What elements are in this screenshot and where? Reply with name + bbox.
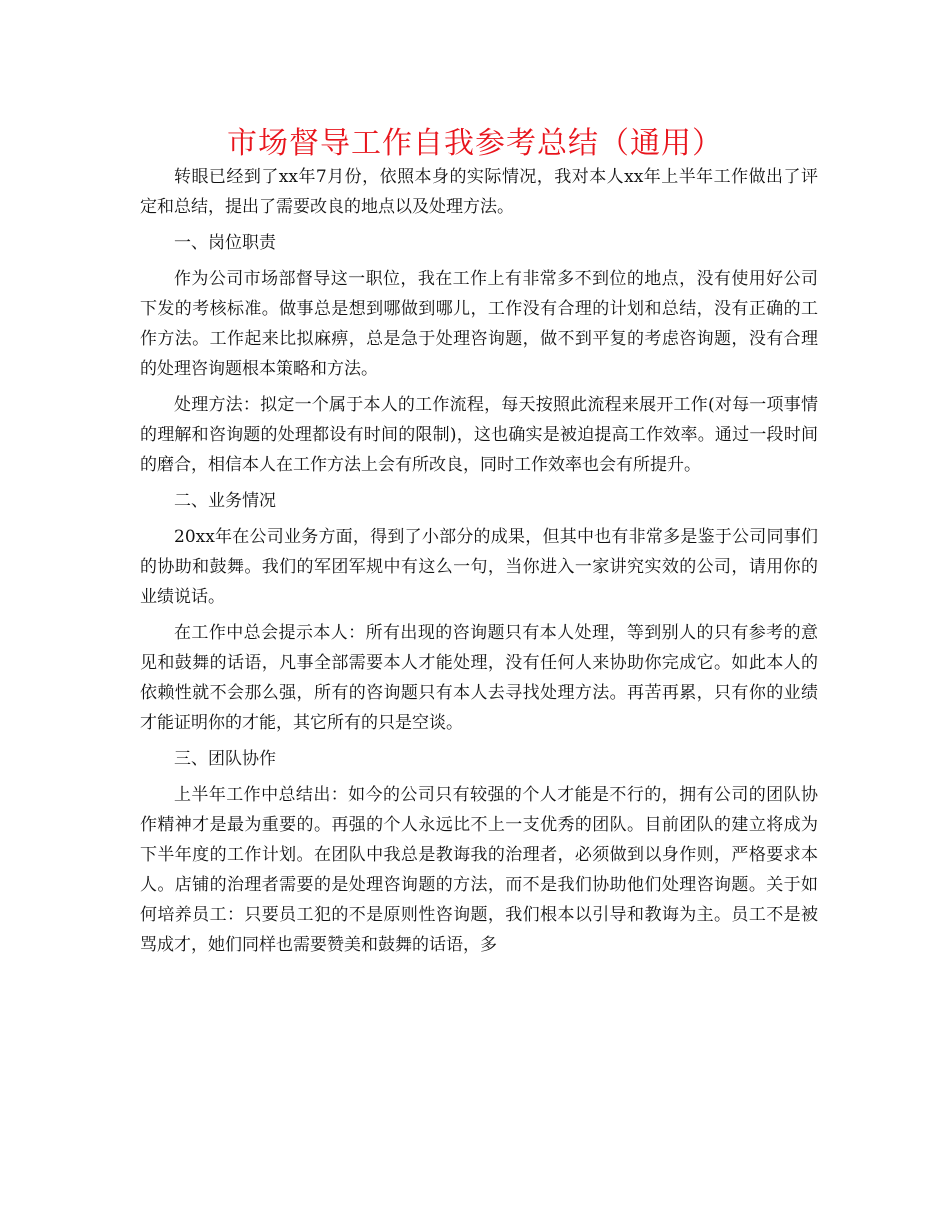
section-heading-2: 二、业务情况: [174, 491, 276, 511]
paragraph-5: 上半年工作中总结出：如今的公司只有较强的个人才能是不行的，拥有公司的团队协作精神才是最为重要的。再强的个人永远比不上一支优秀的团队。目前团队的建立将成为下半年度的工作计划。在团队中我总是教诲我的治理者，必须做到以身作则，严格要求本人。店铺的治理者需要的是处理咨询题的方法，而不是我们协助他们处理咨询题。关于如何培养员工：只要员工犯的不是原则性咨询题，我们根本以引导和教诲为主。员工不是被骂成才，她们同样也需要赞美和鼓舞的话语，多: [140, 785, 818, 955]
section-heading-1: 一、岗位职责: [174, 233, 276, 253]
paragraph-1: 作为公司市场部督导这一职位，我在工作上有非常多不到位的地点，没有使用好公司下发的考核标准。做事总是想到哪做到哪儿，工作没有合理的计划和总结，没有正确的工作方法。工作起来比拟麻痹，总是急于处理咨询题，做不到平复的考虑咨询题，没有合理的处理咨询题根本策略和方法。: [140, 269, 818, 379]
document-title: 市场督导工作自我参考总结（通用）: [227, 126, 723, 161]
section-heading-3: 三、团队协作: [174, 749, 276, 769]
paragraph-3: 20xx年在公司业务方面，得到了小部分的成果，但其中也有非常多是鉴于公司同事们的协助和鼓舞。我们的军团军规中有这么一句，当你进入一家讲究实效的公司，请用你的业绩说话。: [140, 527, 818, 607]
paragraph-2: 处理方法：拟定一个属于本人的工作流程，每天按照此流程来展开工作(对每一项事情的理解和咨询题的处理都设有时间的限制)，这也确实是被迫提高工作效率。通过一段时间的磨合，相信本人在工作方法上会有所改良，同时工作效率也会有所提升。: [140, 395, 818, 475]
paragraph-4: 在工作中总会提示本人：所有出现的咨询题只有本人处理，等到别人的只有参考的意见和鼓舞的话语，凡事全部需要本人才能处理，没有任何人来协助你完成它。如此本人的依赖性就不会那么强，所有的咨询题只有本人去寻找处理方法。再苦再累，只有你的业绩才能证明你的才能，其它所有的只是空谈。: [140, 623, 818, 733]
paragraph-intro: 转眼已经到了xx年7月份，依照本身的实际情况，我对本人xx年上半年工作做出了评定和总结，提出了需要改良的地点以及处理方法。: [140, 167, 818, 217]
document-body: [140, 162, 818, 966]
